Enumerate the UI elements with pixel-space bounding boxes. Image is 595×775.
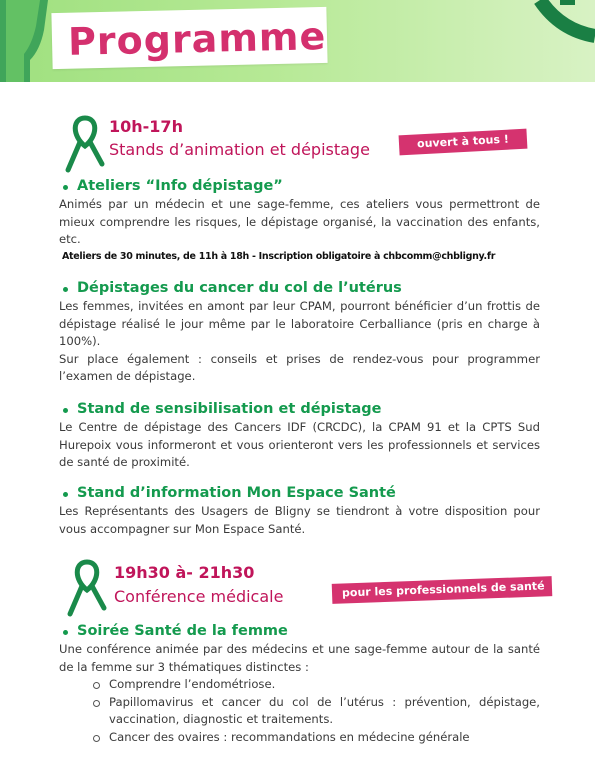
header-banner xyxy=(0,0,595,82)
list-item: Papillomavirus et cancer du col de l’utérus : prévention, dépistage, vaccination, diagnostic et traitements. xyxy=(91,694,540,729)
bullet-heading: Stand d’information Mon Espace Santé xyxy=(77,485,540,501)
badge-ouvert-a-tous: ouvert à tous ! xyxy=(399,129,528,156)
bullet-heading: Dépistages du cancer du col de l’utérus xyxy=(77,280,540,296)
section-soiree-sante xyxy=(59,623,540,746)
section-text: Une conférence animée par des médecins et une sage-femme autour de la santé de la femme sur 3 thématiques distinctes : xyxy=(59,642,540,674)
awareness-ribbon-icon xyxy=(66,556,108,618)
section-text: Le Centre de dépistage des Cancers IDF (CRCDC), la CPAM 91 et la CPTS Sud Hurepoix vous informeront et vous orienteront vers les professionnels et services de santé de proximité. xyxy=(59,420,540,469)
section-text: Animés par un médecin et une sage-femme, ces ateliers vous permettront de mieux comprendre les risques, le dépistage organisé, la vaccination des enfants, etc. xyxy=(59,197,540,246)
awareness-ribbon-icon xyxy=(64,112,106,174)
page-title: Programme xyxy=(67,14,327,64)
section-ateliers xyxy=(59,178,540,262)
block2-time: 19h30 à- 21h30 xyxy=(114,563,255,582)
badge-professionnels: pour les professionnels de santé xyxy=(332,576,553,604)
block1-title: Stands d’animation et dépistage xyxy=(109,140,370,159)
registration-note: Ateliers de 30 minutes, de 11h à 18h - Inscription obligatoire à chbcomm@chbligny.fr xyxy=(62,250,496,262)
bullet-heading: Stand de sensibilisation et dépistage xyxy=(77,401,540,417)
section-depistages xyxy=(59,280,540,386)
section-sensibilisation xyxy=(59,401,540,472)
block1-time: 10h-17h xyxy=(109,117,183,136)
section-text: Les femmes, invitées en amont par leur CPAM, pourront bénéficier d’un frottis de dépistage réalisé le jour même par le laboratoire Cerballiance (pris en charge à 100%). xyxy=(59,299,540,348)
block2-title: Conférence médicale xyxy=(114,587,284,606)
bullet-heading: Soirée Santé de la femme xyxy=(77,623,540,639)
section-text-2: Sur place également : conseils et prises de rendez-vous pour programmer l’examen de dépistage. xyxy=(59,351,540,383)
section-text: Les Représentants des Usagers de Bligny se tiendront à votre disposition pour vous accompagner sur Mon Espace Santé. xyxy=(59,504,540,536)
topics-list xyxy=(59,676,540,746)
section-mon-espace-sante xyxy=(59,485,540,538)
bullet-heading: Ateliers “Info dépistage” xyxy=(77,178,540,194)
list-item: Cancer des ovaires : recommandations en médecine générale xyxy=(91,729,540,747)
list-item: Comprendre l’endométriose. xyxy=(91,676,540,694)
